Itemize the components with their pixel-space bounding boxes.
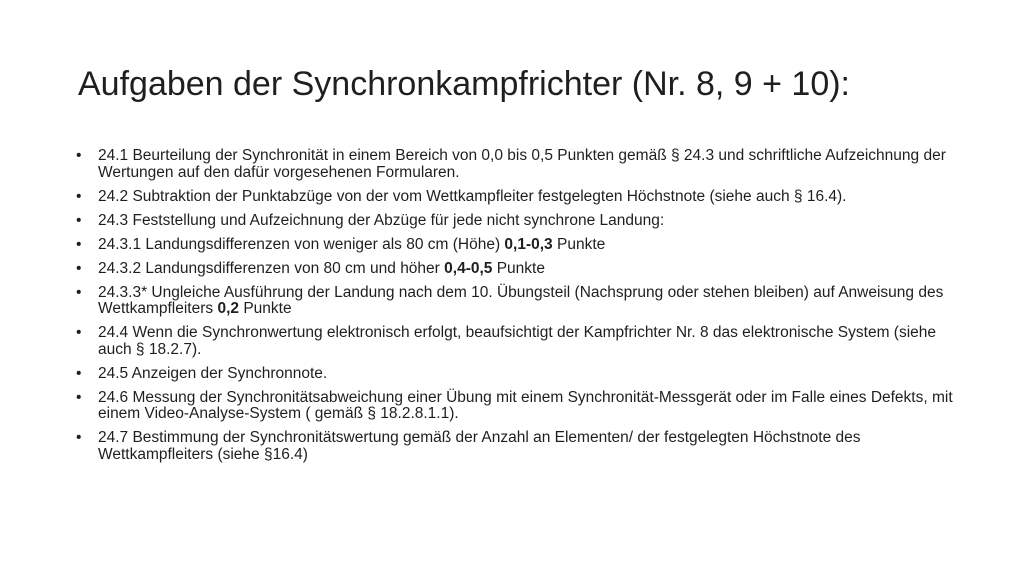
bullet-marker: •: [76, 187, 82, 205]
bullet-marker: •: [76, 235, 82, 253]
bullet-text-suffix: Punkte: [239, 300, 292, 317]
bullet-bold-value: 0,1-0,3: [504, 235, 553, 253]
bullet-marker: •: [76, 364, 82, 382]
bullet-text: 24.4 Wenn die Synchronwertung elektronisch erfolgt, beaufsichtigt der Kampfrichter Nr. 8 das elektronische System (siehe auch § 18.2.7).: [98, 324, 936, 358]
list-item: [74, 430, 964, 463]
list-item: [74, 366, 964, 383]
bullet-marker: •: [76, 283, 82, 301]
bullet-text: 24.7 Bestimmung der Synchronitätswertung gemäß der Anzahl an Elementen/ der festgelegten Höchstnote des Wettkampfleiters (siehe §16.4): [98, 429, 861, 463]
bullet-text: 24.3.1 Landungsdifferenzen von weniger als 80 cm (Höhe): [98, 235, 505, 253]
list-item: [74, 390, 964, 423]
bullet-bold-value: 0,4-0,5: [444, 259, 493, 277]
bullet-bold-value: 0,2: [217, 300, 240, 317]
bullet-marker: •: [76, 147, 82, 164]
bullet-marker: •: [76, 388, 82, 406]
bullet-marker: •: [76, 429, 82, 446]
list-item: [74, 285, 964, 318]
bullet-text: 24.5 Anzeigen der Synchronnote.: [98, 364, 328, 382]
list-item: [74, 237, 964, 254]
list-item: [74, 189, 964, 206]
bullet-marker: •: [76, 211, 82, 229]
list-item: [74, 148, 964, 181]
bullet-text: 24.3 Feststellung und Aufzeichnung der Abzüge für jede nicht synchrone Landung:: [98, 211, 665, 229]
list-item: [74, 325, 964, 358]
bullet-text: 24.3.3* Ungleiche Ausführung der Landung nach dem 10. Übungsteil (Nachsprung oder stehen bleiben) auf Anweisung des Wettkampfleiters: [98, 283, 944, 317]
bullet-marker: •: [76, 259, 82, 277]
bullet-text-suffix: Punkte: [552, 235, 606, 253]
bullet-text: 24.2 Subtraktion der Punktabzüge von der vom Wettkampfleiter festgelegten Höchstnote (siehe auch § 16.4).: [98, 187, 847, 205]
bullet-text-suffix: Punkte: [492, 259, 545, 277]
bullet-list: [74, 148, 964, 471]
list-item: [74, 261, 964, 278]
bullet-text: 24.1 Beurteilung der Synchronität in einem Bereich von 0,0 bis 0,5 Punkten gemäß § 24.3 und schriftliche Aufzeichnung der Wertungen auf den dafür vorgesehenen Formularen.: [98, 147, 946, 181]
slide-title: Aufgaben der Synchronkampfrichter (Nr. 8, 9 + 10):: [78, 65, 851, 103]
bullet-text: 24.3.2 Landungsdifferenzen von 80 cm und höher: [98, 259, 445, 277]
bullet-text: 24.6 Messung der Synchronitätsabweichung einer Übung mit einem Synchronität-Messgerät oder im Falle eines Defekts, mit einem Video-Analyse-System ( gemäß § 18.2.8.1.1).: [98, 388, 953, 422]
list-item: [74, 213, 964, 230]
bullet-marker: •: [76, 324, 82, 341]
